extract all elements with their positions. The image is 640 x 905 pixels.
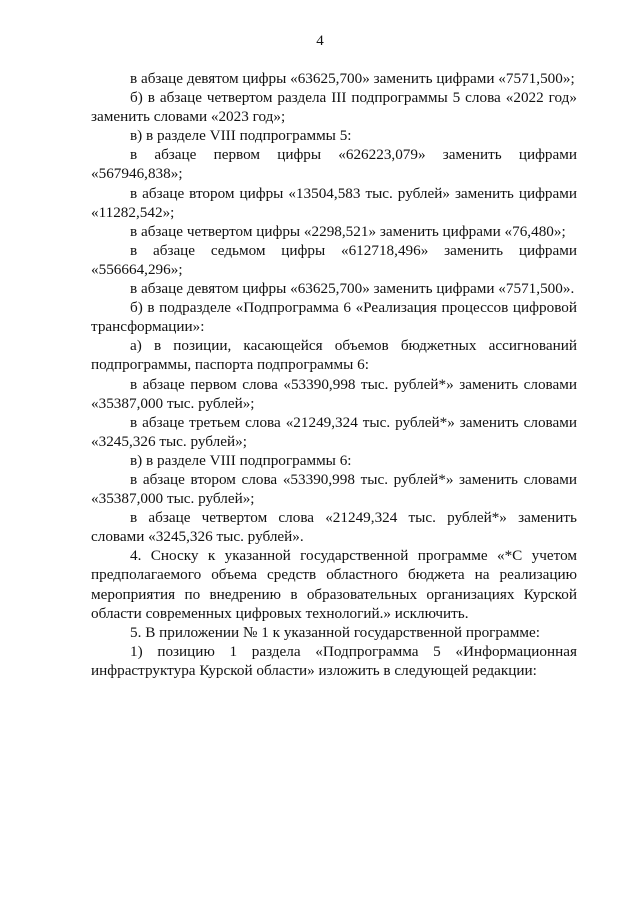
paragraph: в абзаце третьем слова «21249,324 тыс. рублей*» заменить словами «3245,326 тыс. рублей»;	[91, 413, 577, 450]
paragraph: в абзаце втором слова «53390,998 тыс. рублей*» заменить словами «35387,000 тыс. рублей»;	[91, 470, 577, 508]
paragraph: в абзаце девятом цифры «63625,700» заменить цифрами «7571,500».	[130, 280, 575, 298]
page-number: 4	[316, 33, 324, 49]
paragraph: в абзаце втором цифры «13504,583 тыс. рублей» заменить цифрами «11282,542»;	[91, 184, 577, 221]
paragraph: 4. Сноску к указанной государственной программе «*С учетом предполагаемого объема средств областного бюджета на реализацию мероприятия по внедрению в образовательных организациях Курской области современных цифровых технологий.» исключить.	[91, 547, 577, 622]
paragraph: в абзаце девятом цифры «63625,700» заменить цифрами «7571,500»;	[130, 70, 575, 87]
paragraph: в абзаце четвертом цифры «2298,521» заменить цифрами «76,480»;	[130, 222, 566, 240]
paragraph: в абзаце первом слова «53390,998 тыс. рублей*» заменить словами «35387,000 тыс. рублей»;	[91, 375, 577, 412]
paragraph: а) в позиции, касающейся объемов бюджетных ассигнований подпрограммы, паспорта подпрограммы 6:	[91, 337, 577, 374]
document-body	[91, 69, 577, 680]
paragraph: б) в подразделе «Подпрограмма 6 «Реализация процессов цифровой трансформации»:	[91, 299, 577, 336]
paragraph: в абзаце четвертом слова «21249,324 тыс. рублей*» заменить словами «3245,326 тыс. рублей».	[91, 509, 577, 546]
paragraph: 1) позицию 1 раздела «Подпрограмма 5 «Информационная инфраструктура Курской области» изложить в следующей редакции:	[91, 642, 577, 679]
paragraph: 5. В приложении № 1 к указанной государственной программе:	[130, 623, 540, 641]
paragraph: в абзаце седьмом цифры «612718,496» заменить цифрами «556664,296»;	[91, 241, 577, 278]
paragraph: в) в разделе VIII подпрограммы 5:	[130, 127, 352, 145]
paragraph: в) в разделе VIII подпрограммы 6:	[130, 451, 352, 469]
paragraph: в абзаце первом цифры «626223,079» заменить цифрами «567946,838»;	[91, 146, 577, 183]
paragraph: б) в абзаце четвертом раздела III подпрограммы 5 слова «2022 год» заменить словами «2023 год»;	[91, 89, 577, 126]
